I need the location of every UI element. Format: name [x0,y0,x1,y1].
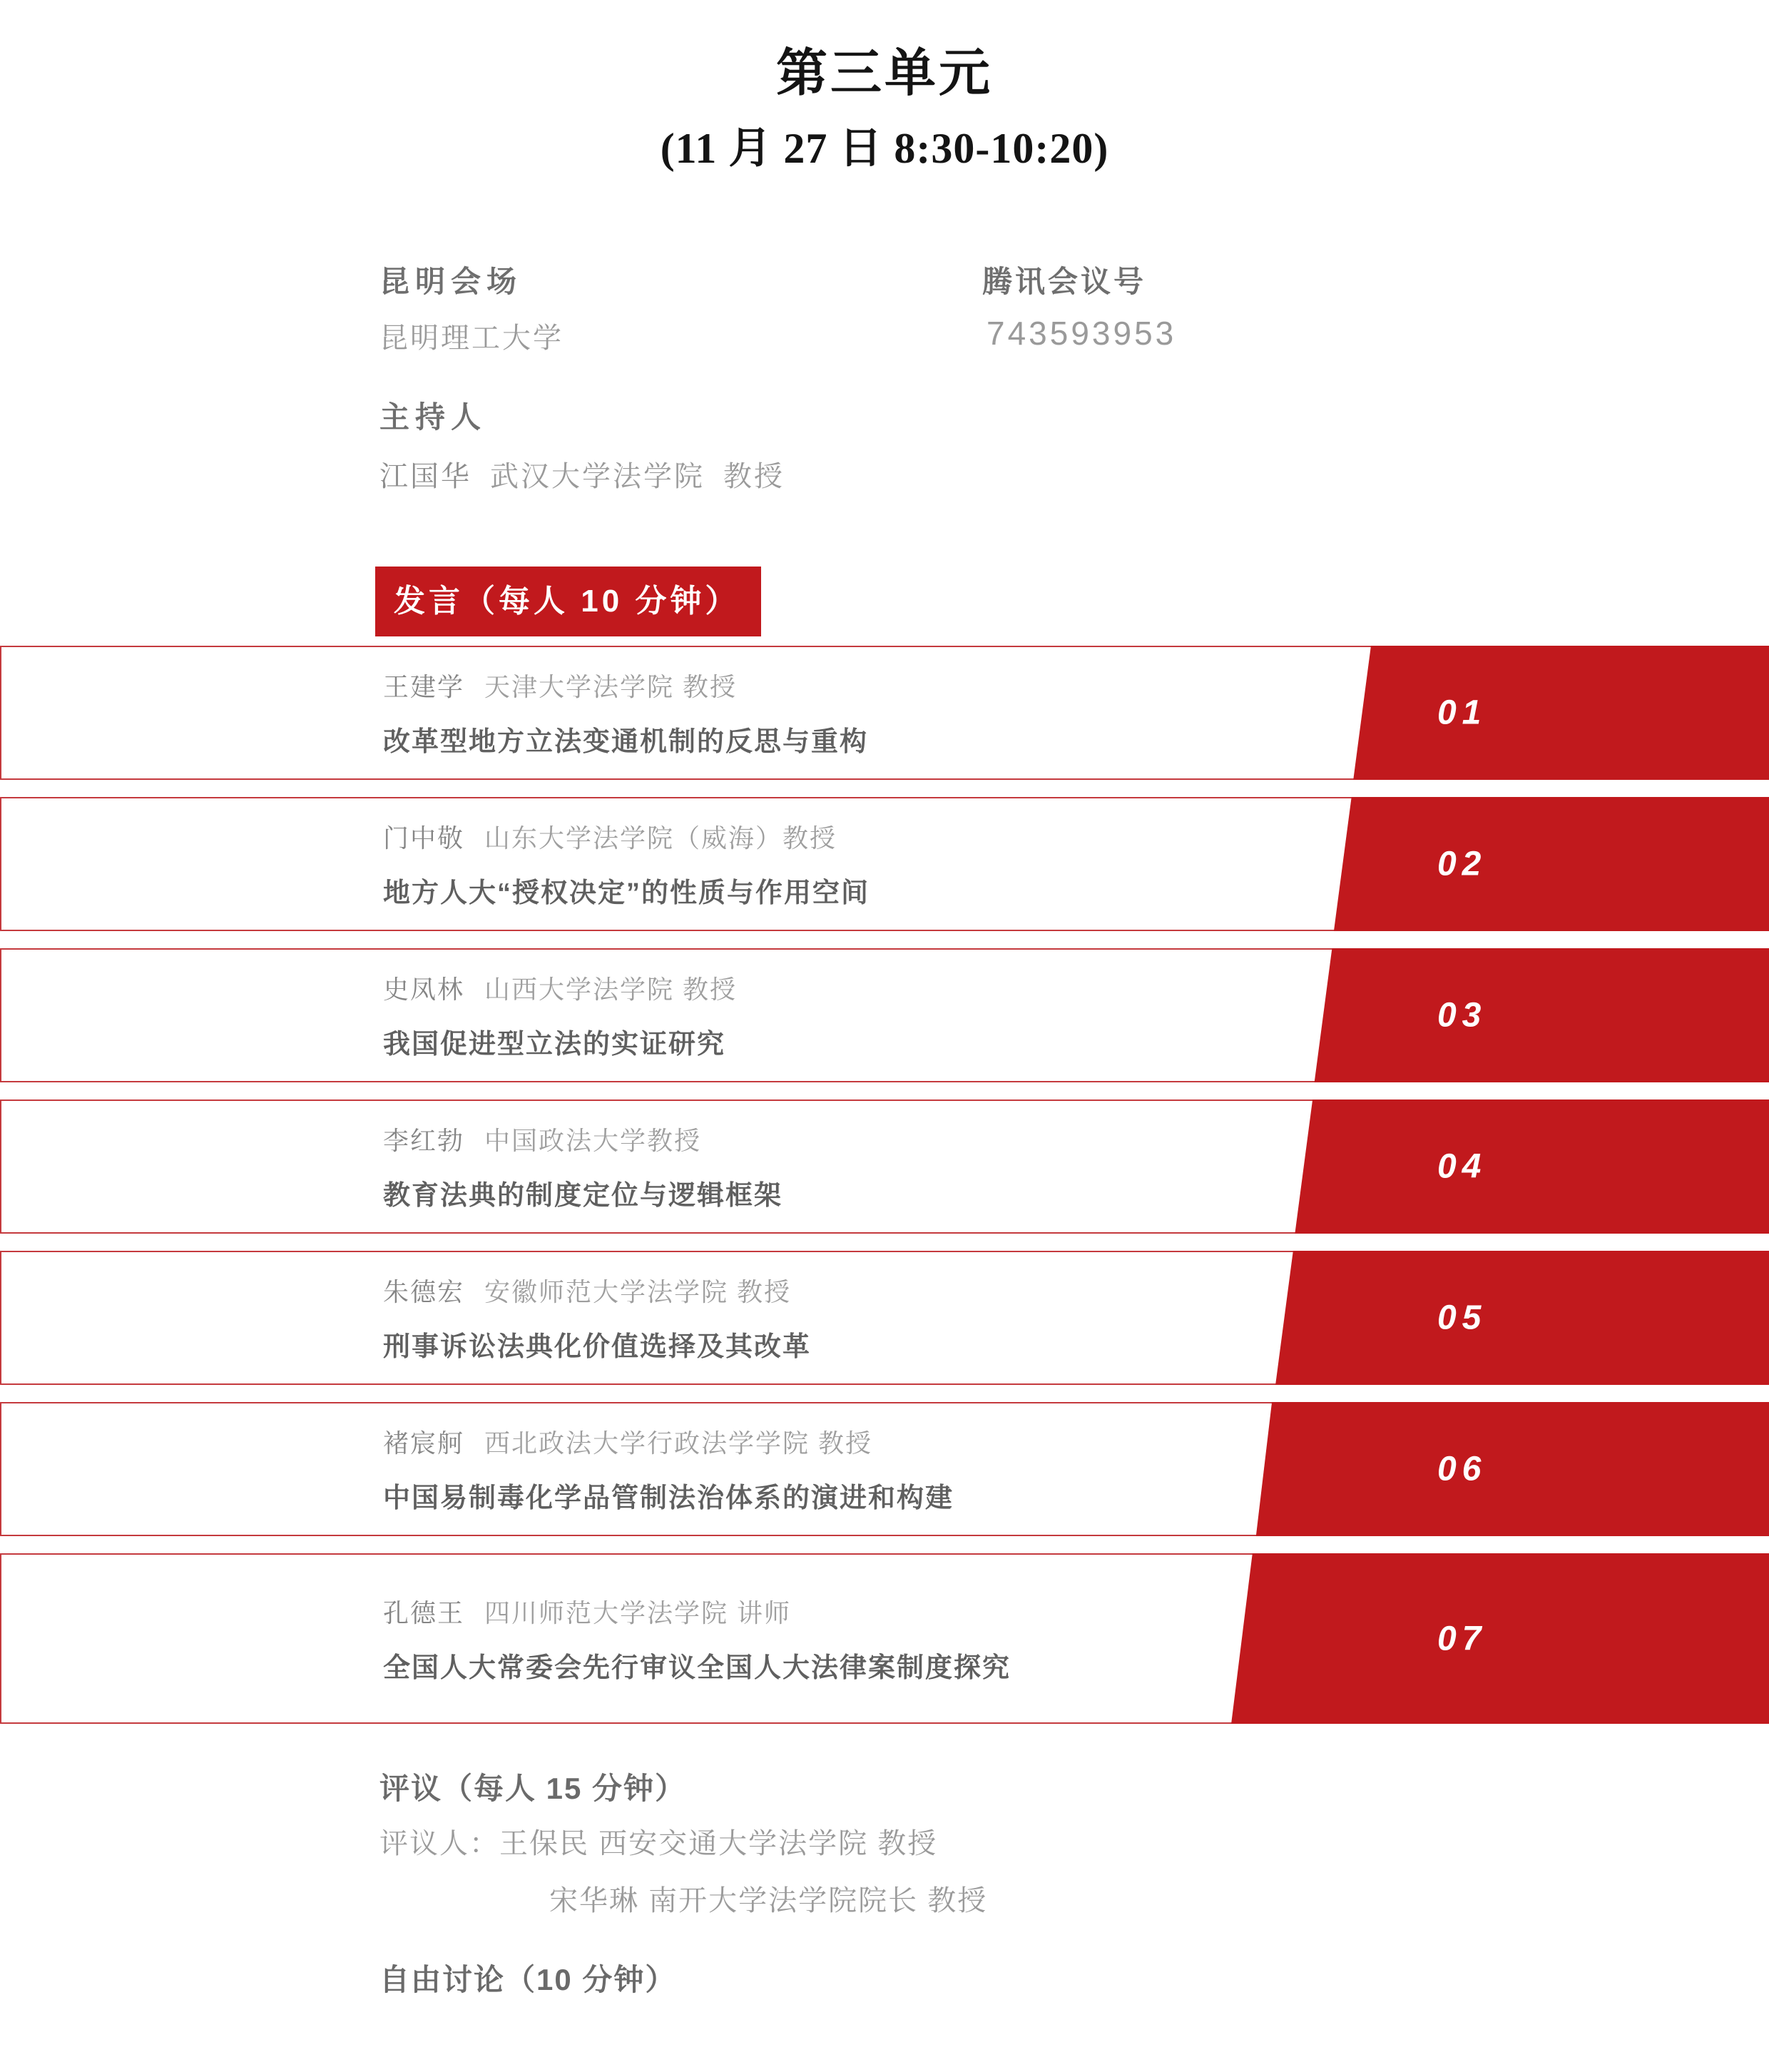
speaker-affiliation: 安徽师范大学法学院 教授 [484,1277,792,1306]
speaker-number-block [0,948,1769,1082]
speaker-topic: 改革型地方立法变通机制的反思与重构 [383,727,869,757]
speaker-name-line [383,1423,954,1460]
host-name: 江国华 [379,461,471,492]
speaker-number-block [0,1251,1769,1385]
speaker-topic: 我国促进型立法的实证研究 [383,1030,726,1060]
reviewer-2: 宋华琳 南开大学法学院院长 教授 [549,1885,988,1916]
speaker-topic: 全国人大常委会先行审议全国人大法律案制度探究 [383,1652,1011,1683]
speaker-topic: 教育法典的制度定位与逻辑框架 [383,1181,783,1211]
speaker-number-block [0,1100,1769,1234]
speaker-number: 01 [1437,694,1487,732]
speaker-row [0,1100,1769,1234]
host-title: 教授 [723,461,785,492]
speaker-number: 07 [1437,1620,1487,1657]
speaker-affiliation: 山西大学法学院 教授 [484,975,738,1004]
review-line-1 [379,1821,937,1862]
speaker-topic: 中国易制毒化学品管制法治体系的演进和构建 [383,1483,954,1513]
host-affiliation: 武汉大学法学院 [490,461,705,492]
speaker-name: 王建学 [383,672,465,701]
venue-value: 昆明理工大学 [379,323,564,354]
reviewer-1: 王保民 西安交通大学法学院 教授 [499,1828,938,1859]
speaker-topic: 地方人大“授权决定”的性质与作用空间 [383,878,870,908]
meeting-id-label: 腾讯会议号 [982,265,1147,298]
free-discussion-heading: 自由讨论（10 分钟） [379,1963,677,1996]
speaker-info [383,1101,782,1232]
speaker-info [383,1403,954,1535]
host-label: 主持人 [379,400,487,434]
speaker-number: 02 [1437,845,1487,883]
speaker-number-block [0,797,1769,931]
speaker-name-line [383,1272,811,1309]
speaker-row [0,646,1769,780]
speaker-name-line [383,1593,1011,1630]
speaker-name-line [383,1121,782,1157]
speaker-affiliation: 中国政法大学教授 [484,1126,702,1155]
speaker-number: 03 [1437,996,1487,1035]
speaker-affiliation: 山东大学法学院（威海）教授 [484,823,837,853]
speaker-info [383,1252,811,1383]
speaker-name: 孔德王 [383,1598,465,1627]
speaker-name: 门中敬 [383,823,465,853]
speaker-list [0,646,1769,1724]
speaker-affiliation: 西北政法大学行政法学学院 教授 [484,1428,873,1458]
speaker-affiliation: 四川师范大学法学院 讲师 [484,1598,792,1627]
speaker-row [0,1553,1769,1724]
speaker-name-line [383,818,870,855]
speaker-name: 褚宸舸 [383,1428,465,1458]
speaker-row [0,948,1769,1082]
review-label: 评议人： [379,1828,499,1859]
speaker-number: 06 [1437,1450,1487,1488]
speaker-number: 04 [1437,1147,1487,1186]
speaker-name: 史凤林 [383,975,465,1004]
speaker-row [0,1251,1769,1385]
speaker-name: 朱德宏 [383,1277,465,1306]
host-value [379,454,785,494]
unit-title: 第三单元 [775,45,993,102]
session-badge: 发言（每人 10 分钟） [375,567,761,636]
speaker-name-line [383,667,868,704]
speaker-info [383,647,868,778]
speaker-number-block [0,646,1769,780]
speaker-row [0,1402,1769,1536]
meeting-id-value: 743593953 [987,315,1177,352]
speaker-info [383,1555,1011,1722]
speaker-topic: 刑事诉讼法典化价值选择及其改革 [383,1332,812,1362]
speaker-info [383,950,737,1081]
speaker-name-line [383,970,737,1006]
speaker-affiliation: 天津大学法学院 教授 [484,672,738,701]
speaker-info [383,798,870,930]
review-heading: 评议（每人 15 分钟） [379,1772,687,1805]
venue-label: 昆明会场 [379,265,523,298]
speaker-number: 05 [1437,1299,1487,1337]
speaker-row [0,797,1769,931]
review-line-2 [549,1878,987,1919]
speaker-name: 李红勃 [383,1126,465,1155]
unit-time: (11 月 27 日 8:30-10:20) [660,125,1109,172]
